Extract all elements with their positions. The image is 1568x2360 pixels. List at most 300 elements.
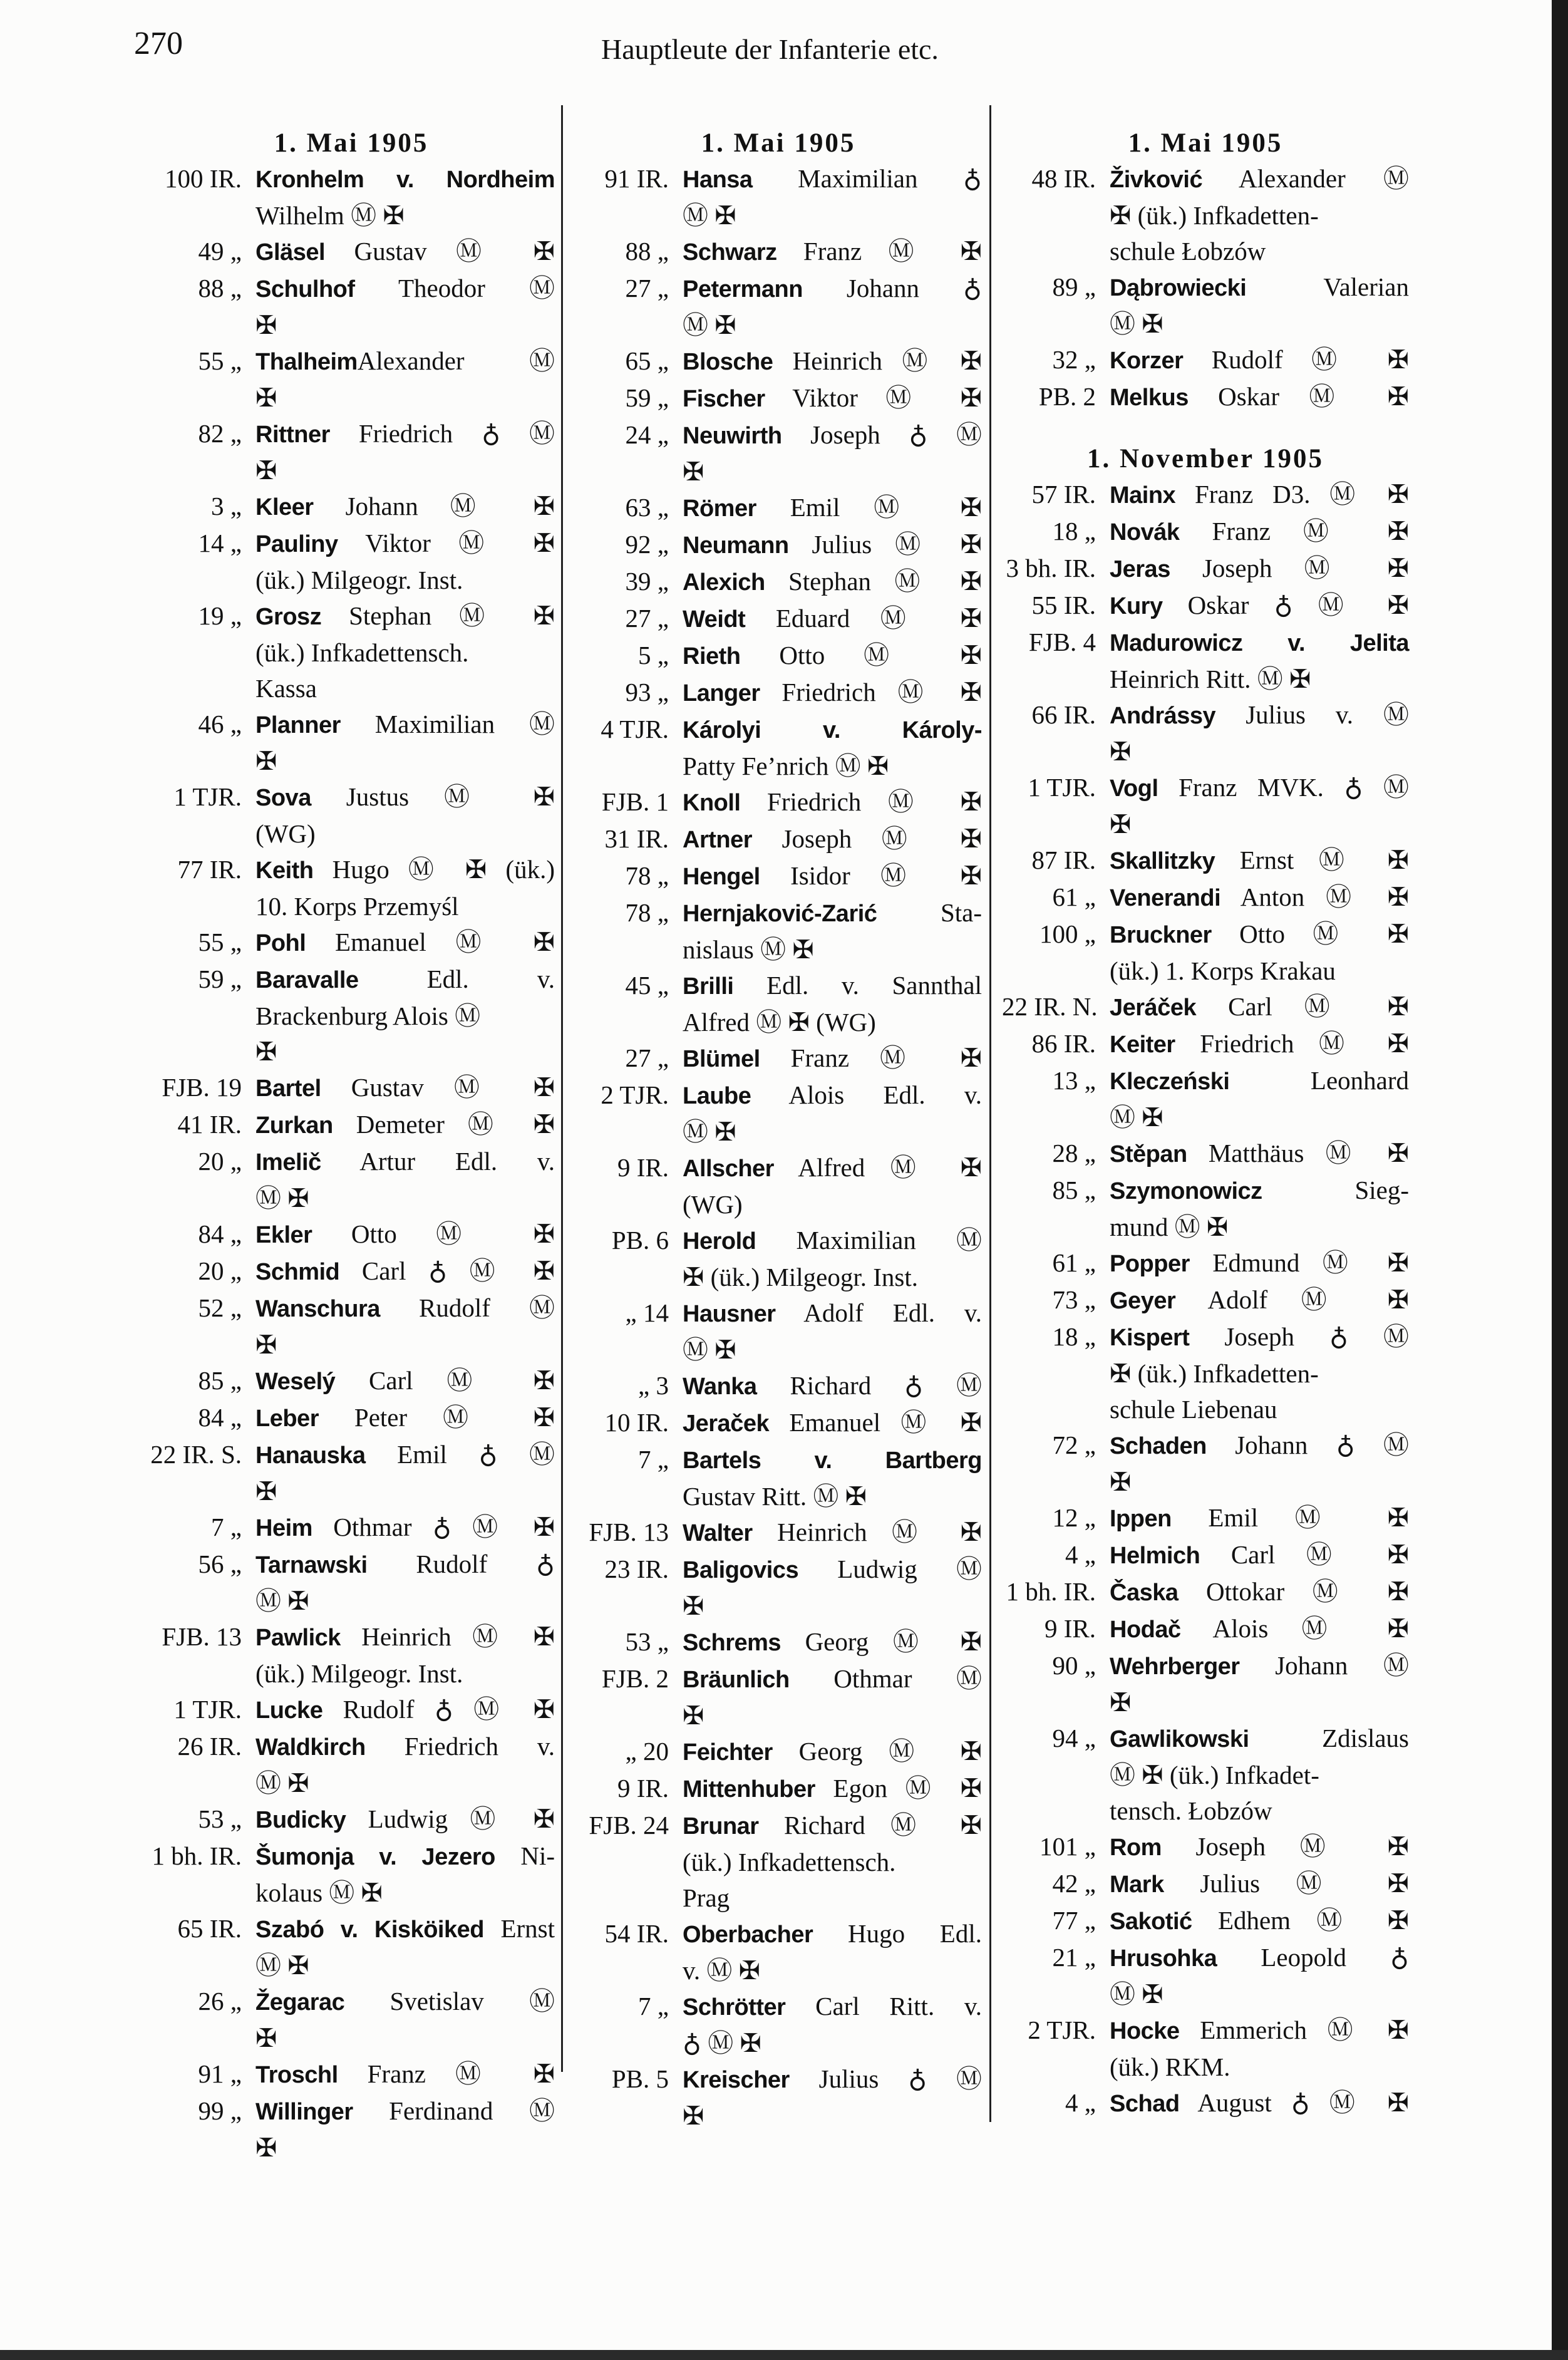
- unit-number: 91 „: [198, 2059, 242, 2088]
- list-entry: [1002, 1500, 1409, 1537]
- entry-details: Heinrich Ⓜ ✠: [773, 346, 982, 375]
- entry-details: Heinrich Ⓜ ✠: [340, 1622, 555, 1651]
- entry-details: Isidor Ⓜ ✠: [760, 861, 982, 890]
- unit-number: 2 TJR.: [1028, 2016, 1096, 2044]
- unit-number: 53 „: [625, 1627, 669, 1656]
- entry-details: Matthäus Ⓜ ✠: [1187, 1139, 1409, 1167]
- entry-details: Leopold ♁: [1217, 1943, 1409, 1972]
- officer-surname: Bartel: [255, 1075, 321, 1102]
- unit-number: 1 bh. IR.: [1006, 1577, 1096, 1606]
- officer-surname: Budicky: [255, 1807, 346, 1833]
- unit-number: 59 „: [625, 383, 669, 412]
- entry-first-line: [148, 1838, 555, 1875]
- entry-text: [255, 961, 555, 998]
- entry-details: Ludwig Ⓜ ✠: [346, 1804, 555, 1833]
- list-entry: [1002, 342, 1409, 379]
- unit-number: FJB. 13: [589, 1518, 669, 1546]
- officer-surname: Hausner: [683, 1301, 776, 1327]
- entry-continuation: ✠: [255, 747, 277, 775]
- officer-surname: Blümel: [683, 1046, 760, 1072]
- entry-first-line: [1002, 1245, 1409, 1282]
- entry-text: [1110, 1282, 1409, 1319]
- officer-surname: Stěpan: [1110, 1141, 1187, 1167]
- list-entry: [575, 1989, 982, 2061]
- officer-surname: Zurkan: [255, 1112, 333, 1139]
- list-entry: [575, 1223, 982, 1295]
- entry-continuation: Ⓜ ✠: [683, 201, 736, 230]
- entry-first-line: [575, 564, 982, 601]
- officer-surname: Thalheim: [255, 349, 358, 375]
- unit-number: 3 „: [211, 492, 242, 520]
- entry-first-line: [148, 706, 555, 743]
- entry-details: Otto Ⓜ ✠: [740, 641, 982, 670]
- entry-details: Maximilian Ⓜ: [756, 1226, 982, 1255]
- entry-continuation: ♁ Ⓜ ✠: [683, 2029, 761, 2057]
- entry-details: Sieg-: [1262, 1176, 1409, 1204]
- unit-number: 85 „: [1052, 1176, 1096, 1204]
- list-entry: [575, 1514, 982, 1551]
- unit-number: 78 „: [625, 898, 669, 927]
- unit-number: 87 IR.: [1031, 846, 1096, 874]
- officer-surname: Novák: [1110, 519, 1180, 546]
- entry-text: [1110, 1648, 1409, 1685]
- entry-first-line: [148, 489, 555, 525]
- officer-surname: Brilli: [683, 973, 734, 1000]
- entry-text: [255, 2093, 555, 2130]
- entry-continuation: nislaus Ⓜ ✠: [683, 935, 814, 964]
- entry-continuation: Patty Fe’nrich Ⓜ ✠: [683, 752, 889, 780]
- entry-first-line: [1002, 1721, 1409, 1757]
- entry-details: Johann Ⓜ ✠: [313, 492, 555, 520]
- entry-details: Julius v. Ⓜ: [1215, 700, 1409, 729]
- entry-details: Othmar Ⓜ: [789, 1664, 982, 1693]
- entry-continuation: (ük.) Milgeogr. Inst.: [255, 1659, 463, 1688]
- officer-surname: Brunar: [683, 1813, 759, 1840]
- entry-details: Adolf Edl. v.: [775, 1298, 982, 1327]
- list-entry: [148, 1801, 555, 1838]
- officer-surname: Imelič: [255, 1149, 321, 1176]
- officer-surname: Rittner: [255, 422, 330, 448]
- entry-details: Johann Ⓜ: [1239, 1651, 1409, 1680]
- entry-text: [683, 638, 982, 675]
- entry-first-line: [575, 1808, 982, 1845]
- entry-text: [683, 1808, 982, 1845]
- officer-surname: Troschl: [255, 2062, 338, 2088]
- list-entry: [1002, 697, 1409, 770]
- entry-first-line: [1002, 477, 1409, 514]
- entry-continuation: ✠: [1110, 810, 1132, 839]
- entry-text: [1110, 1500, 1409, 1537]
- entry-continuation: schule Liebenau: [1110, 1395, 1277, 1424]
- officer-surname: Fischer: [683, 386, 765, 412]
- officer-surname: Skallitzky: [1110, 848, 1215, 874]
- entry-details: August ♁ Ⓜ ✠: [1179, 2088, 1409, 2117]
- entry-text: [683, 1405, 982, 1442]
- officer-surname: Baligovics: [683, 1557, 799, 1583]
- list-entry: [148, 525, 555, 598]
- unit-number: PB. 5: [611, 2064, 669, 2093]
- unit-number: 20 „: [198, 1147, 242, 1176]
- entry-text: [255, 1400, 555, 1437]
- officer-surname: Venerandi: [1110, 885, 1221, 911]
- list-entry: [148, 1437, 555, 1509]
- unit-number: 14 „: [198, 529, 242, 557]
- entry-first-line: [1002, 587, 1409, 624]
- unit-number: 55 IR.: [1031, 591, 1096, 619]
- entry-details: Gustav Ⓜ ✠: [321, 1073, 555, 1102]
- unit-number: 100 „: [1039, 919, 1096, 948]
- entry-details: Carl ♁ Ⓜ ✠: [339, 1256, 555, 1285]
- list-entry: [575, 234, 982, 271]
- officer-surname: Baravalle: [255, 967, 359, 993]
- unit-number: 9 IR.: [617, 1774, 669, 1803]
- unit-number: 53 „: [198, 1804, 242, 1833]
- list-entry: [1002, 842, 1409, 879]
- unit-number: 88 „: [625, 237, 669, 266]
- entry-continuation: ✠ (ük.) Infkadetten-: [1110, 1359, 1319, 1388]
- list-entry: [148, 1509, 555, 1546]
- entry-continuation: ✠: [255, 1037, 277, 1066]
- entry-first-line: [148, 1363, 555, 1400]
- entry-text: [1110, 1903, 1409, 1940]
- list-entry: [1002, 2012, 1409, 2085]
- entry-first-line: [575, 2061, 982, 2098]
- list-entry: [148, 852, 555, 924]
- entry-details: Friedrich Ⓜ ✠: [740, 787, 982, 816]
- unit-number: 7 „: [638, 1445, 669, 1474]
- list-entry: [575, 527, 982, 564]
- officer-surname: Artner: [683, 827, 753, 853]
- entry-first-line: [575, 1514, 982, 1551]
- officer-surname: Živković: [1110, 167, 1203, 193]
- entry-first-line: [1002, 1026, 1409, 1063]
- officer-surname: Planner: [255, 712, 341, 738]
- entry-details: Richard ♁ Ⓜ: [756, 1371, 982, 1400]
- officer-surname: Hengel: [683, 864, 760, 890]
- entry-first-line: [148, 343, 555, 380]
- entry-details: Oskar Ⓜ ✠: [1188, 382, 1409, 411]
- entry-text: [683, 1442, 982, 1479]
- entry-details: Emanuel Ⓜ ✠: [769, 1408, 982, 1437]
- entry-first-line: [148, 1911, 555, 1948]
- officer-surname: Keith: [255, 857, 314, 884]
- entry-continuation: kolaus Ⓜ ✠: [255, 1878, 383, 1907]
- entry-first-line: [575, 968, 982, 1005]
- entry-first-line: [1002, 514, 1409, 551]
- entry-first-line: [575, 858, 982, 895]
- entry-first-line: [575, 601, 982, 638]
- unit-number: 27 „: [625, 274, 669, 303]
- list-entry: [575, 821, 982, 858]
- list-entry: [1002, 1063, 1409, 1136]
- entry-continuation: ✠: [683, 1701, 704, 1730]
- list-entry: [1002, 1574, 1409, 1611]
- officer-surname: Herold: [683, 1228, 756, 1255]
- entry-first-line: [575, 417, 982, 454]
- entry-text: [255, 1619, 555, 1656]
- entry-details: Richard Ⓜ ✠: [758, 1811, 982, 1840]
- entry-text: [683, 343, 982, 380]
- entry-text: [683, 1368, 982, 1405]
- list-entry: [1002, 1319, 1409, 1427]
- entry-text: [1110, 269, 1409, 306]
- unit-number: FJB. 4: [1028, 628, 1096, 656]
- unit-number: 1 TJR.: [173, 1695, 242, 1724]
- list-entry: [1002, 1611, 1409, 1648]
- page-number: 270: [134, 26, 183, 61]
- entry-first-line: [575, 1405, 982, 1442]
- entry-details: Emil ♁ Ⓜ: [365, 1440, 555, 1469]
- officer-surname: Sova: [255, 785, 311, 811]
- entry-details: Edhem Ⓜ ✠: [1192, 1906, 1409, 1935]
- entry-text: [255, 1838, 555, 1875]
- list-entry: [575, 858, 982, 895]
- entry-first-line: [148, 2093, 555, 2130]
- entry-first-line: [1002, 1611, 1409, 1648]
- entry-continuation: Ⓜ ✠: [683, 1117, 736, 1146]
- list-entry: [575, 1916, 982, 1989]
- entry-text: [1110, 1136, 1409, 1172]
- officer-surname: Károlyi v. Károly-: [683, 717, 982, 743]
- entry-details: Svetislav Ⓜ: [344, 1987, 555, 2016]
- entry-text: [1110, 2085, 1409, 2122]
- entry-first-line: [1002, 624, 1409, 661]
- list-entry: [1002, 624, 1409, 697]
- list-entry: [1002, 551, 1409, 587]
- entry-text: [255, 1070, 555, 1107]
- entry-continuation: (ük.) 1. Korps Krakau: [1110, 956, 1336, 985]
- officer-surname: Melkus: [1110, 385, 1189, 411]
- unit-number: 27 „: [625, 1043, 669, 1072]
- section-heading: 1. Mai 1905: [274, 128, 429, 158]
- entry-text: [683, 601, 982, 638]
- officer-surname: Ippen: [1110, 1506, 1172, 1532]
- officer-surname: Schad: [1110, 2091, 1180, 2117]
- entry-details: Rudolf Ⓜ: [379, 1293, 555, 1322]
- entry-details: Julius Ⓜ ✠: [788, 530, 982, 559]
- entry-continuation: ✠: [1110, 737, 1132, 766]
- entry-details: Rudolf Ⓜ ✠: [1183, 345, 1409, 374]
- list-entry: [1002, 2085, 1409, 2122]
- entry-text: [255, 852, 555, 889]
- unit-number: 65 IR.: [177, 1914, 242, 1943]
- entry-text: [1110, 1172, 1409, 1209]
- officer-surname: Andrássy: [1110, 703, 1216, 729]
- entry-continuation: Wilhelm Ⓜ ✠: [255, 201, 405, 230]
- entry-first-line: [148, 1729, 555, 1766]
- list-entry: [575, 380, 982, 417]
- list-entry: [575, 1734, 982, 1771]
- officer-surname: Allscher: [683, 1156, 774, 1182]
- entry-text: [255, 525, 555, 562]
- entry-first-line: [575, 234, 982, 271]
- entry-continuation: (WG): [255, 819, 316, 848]
- entry-first-line: [148, 525, 555, 562]
- list-entry: [575, 417, 982, 490]
- entry-first-line: [1002, 697, 1409, 734]
- entry-details: Viktor Ⓜ ✠: [338, 529, 555, 557]
- entry-details: Egon Ⓜ ✠: [815, 1774, 982, 1803]
- entry-first-line: [1002, 2085, 1409, 2122]
- entry-continuation: mund Ⓜ ✠: [1110, 1213, 1229, 1241]
- unit-number: 10 IR.: [604, 1408, 669, 1437]
- unit-number: 88 „: [198, 274, 242, 303]
- entry-details: Zdislaus: [1249, 1724, 1409, 1752]
- entry-first-line: [148, 924, 555, 961]
- officer-surname: Rom: [1110, 1835, 1162, 1861]
- entry-details: Ferdinand Ⓜ: [353, 2096, 555, 2125]
- entry-details: Rudolf ♁: [367, 1550, 555, 1578]
- entry-continuation: 10. Korps Przemyśl: [255, 892, 459, 921]
- list-entry: [148, 343, 555, 416]
- column-1: [148, 125, 555, 2166]
- entry-details: Maximilian ♁: [752, 164, 982, 193]
- officer-surname: Tarnawski: [255, 1552, 368, 1578]
- entry-first-line: [148, 779, 555, 816]
- entry-first-line: [148, 1437, 555, 1474]
- entry-text: [683, 417, 982, 454]
- entry-continuation: ✠: [255, 1330, 277, 1359]
- entry-text: [1110, 1721, 1409, 1757]
- entry-details: Julius Ⓜ ✠: [1163, 1869, 1409, 1898]
- list-entry: [575, 490, 982, 527]
- unit-number: 22 IR. S.: [150, 1440, 242, 1469]
- entry-continuation: ✠: [683, 2101, 704, 2130]
- entry-text: [683, 895, 982, 932]
- entry-first-line: [148, 1144, 555, 1181]
- entry-text: [1110, 697, 1409, 734]
- unit-number: 26 IR.: [177, 1732, 242, 1761]
- unit-number: 28 „: [1052, 1139, 1096, 1167]
- entry-details: Gustav Ⓜ ✠: [325, 237, 555, 266]
- entry-details: Artur Edl. v.: [321, 1147, 555, 1176]
- list-entry: [575, 712, 982, 784]
- entry-details: Emil Ⓜ ✠: [756, 493, 982, 522]
- unit-number: 57 IR.: [1031, 480, 1096, 509]
- entry-first-line: [1002, 842, 1409, 879]
- entry-text: [1110, 1319, 1409, 1356]
- entry-text: [255, 343, 555, 380]
- entry-first-line: [575, 1150, 982, 1187]
- entry-first-line: [1002, 879, 1409, 916]
- unit-number: 1 bh. IR.: [152, 1841, 242, 1870]
- entry-text: [255, 161, 555, 198]
- unit-number: 92 „: [625, 530, 669, 559]
- entry-first-line: [148, 271, 555, 308]
- entry-first-line: [148, 2056, 555, 2093]
- list-entry: [1002, 1026, 1409, 1063]
- unit-number: 45 „: [625, 971, 669, 1000]
- list-entry: [148, 1107, 555, 1144]
- unit-number: 27 „: [625, 604, 669, 633]
- entry-text: [1110, 379, 1409, 416]
- running-head: Hauptleute der Infanterie etc.: [601, 33, 939, 65]
- unit-number: 73 „: [1052, 1285, 1096, 1314]
- entry-first-line: [575, 1368, 982, 1405]
- unit-number: 77 „: [1052, 1906, 1096, 1935]
- unit-number: 84 „: [198, 1219, 242, 1248]
- entry-continuation: ✠: [1110, 1688, 1132, 1717]
- officer-surname: Kleczeński: [1110, 1069, 1230, 1095]
- unit-number: 20 „: [198, 1256, 242, 1285]
- entry-first-line: [1002, 1940, 1409, 1977]
- entry-text: [255, 1984, 555, 2021]
- entry-continuation: ✠ (ük.) Milgeogr. Inst.: [683, 1263, 918, 1291]
- entry-first-line: [1002, 1319, 1409, 1356]
- unit-number: 90 „: [1052, 1651, 1096, 1680]
- list-entry: [148, 706, 555, 779]
- officer-surname: Kispert: [1110, 1325, 1190, 1351]
- unit-number: 86 IR.: [1031, 1029, 1096, 1058]
- unit-number: 19 „: [198, 601, 242, 630]
- entry-details: Georg Ⓜ ✠: [781, 1627, 982, 1656]
- unit-number: 93 „: [625, 678, 669, 706]
- list-entry: [575, 1771, 982, 1808]
- entry-details: Johann ♁: [802, 274, 982, 303]
- entry-first-line: [1002, 551, 1409, 587]
- officer-surname: Ekler: [255, 1222, 312, 1248]
- officer-surname: Pohl: [255, 930, 306, 956]
- list-entry: [1002, 1866, 1409, 1903]
- list-entry: [1002, 1245, 1409, 1282]
- officer-surname: Geyer: [1110, 1288, 1176, 1314]
- officer-surname: Szabó v. Kisköiked: [255, 1917, 484, 1943]
- unit-number: 100 IR.: [165, 164, 242, 193]
- officer-surname: Römer: [683, 495, 756, 522]
- entry-text: [255, 1692, 555, 1729]
- entry-first-line: [1002, 1500, 1409, 1537]
- unit-number: 9 IR.: [617, 1153, 669, 1182]
- entry-text: [683, 1077, 982, 1114]
- entry-first-line: [575, 161, 982, 198]
- list-entry: [575, 675, 982, 712]
- officer-surname: Kleer: [255, 494, 314, 520]
- entry-details: Friedrich v.: [365, 1732, 555, 1761]
- page-edge-bottom: [0, 2350, 1568, 2360]
- list-entry: [1002, 1903, 1409, 1940]
- entry-first-line: [1002, 1903, 1409, 1940]
- entry-continuation: Prag: [683, 1883, 730, 1912]
- list-entry: [1002, 514, 1409, 551]
- officer-surname: Grosz: [255, 604, 322, 630]
- unit-number: 94 „: [1052, 1724, 1096, 1752]
- list-entry: [148, 1619, 555, 1692]
- entry-continuation: (ük.) Infkadettensch.: [255, 638, 469, 667]
- list-entry: [148, 1911, 555, 1984]
- list-entry: [575, 1040, 982, 1077]
- page-edge-right: [1552, 0, 1568, 2360]
- unit-number: FJB. 1: [601, 787, 669, 816]
- entry-details: Stephan Ⓜ ✠: [321, 601, 555, 630]
- unit-number: 24 „: [625, 420, 669, 449]
- entry-first-line: [1002, 2012, 1409, 2049]
- entry-text: [1110, 1537, 1409, 1574]
- officer-surname: Mark: [1110, 1871, 1164, 1898]
- officer-surname: Helmich: [1110, 1543, 1200, 1569]
- unit-number: 7 „: [638, 1992, 669, 2021]
- entry-details: Franz Ⓜ ✠: [760, 1043, 982, 1072]
- entry-first-line: [575, 271, 982, 308]
- entry-text: [255, 1290, 555, 1327]
- list-entry: [148, 598, 555, 706]
- entry-details: Franz Ⓜ ✠: [338, 2059, 555, 2088]
- entry-first-line: [575, 675, 982, 712]
- entry-continuation: ✠: [255, 311, 277, 339]
- entry-first-line: [148, 1984, 555, 2021]
- unit-number: 12 „: [1052, 1503, 1096, 1532]
- entry-first-line: [1002, 1282, 1409, 1319]
- entry-text: [255, 1107, 555, 1144]
